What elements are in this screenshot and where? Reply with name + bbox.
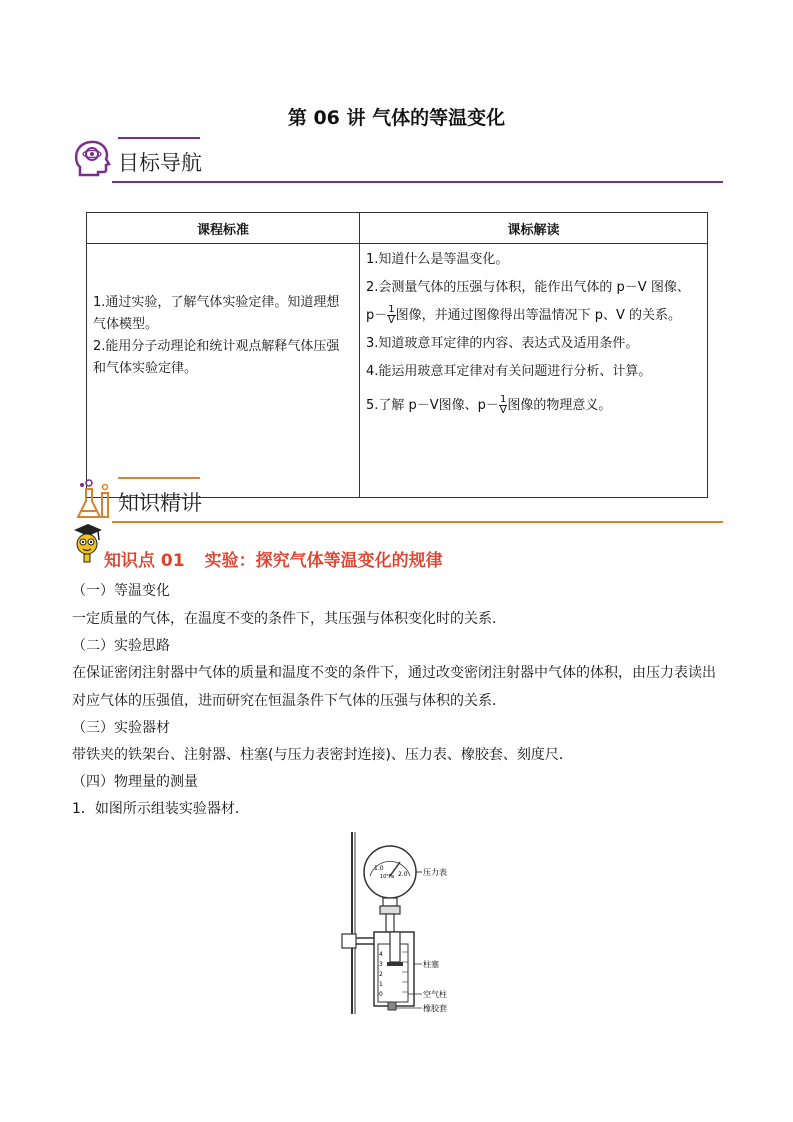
section-title-knowledge: 知识精讲	[118, 491, 202, 515]
plunger	[390, 932, 400, 962]
brain-head-icon	[72, 137, 114, 179]
label-gauge: 压力表	[423, 868, 447, 877]
knowledge-point-number: 知识点 01	[104, 551, 185, 571]
fraction-denominator: V	[499, 405, 507, 416]
formula-suffix: 图像的物理意义。	[507, 398, 612, 413]
subheading: （二）实验思路	[72, 638, 170, 654]
gauge-tick-label: 1.0	[374, 865, 384, 872]
header-divider	[112, 521, 723, 523]
paragraph: 带铁夹的铁架台、注射器、柱塞(与压力表密封连接)、压力表、橡胶套、刻度尺．	[72, 747, 573, 763]
gauge-tick-label: 2.0	[398, 871, 408, 878]
section-header-goals	[72, 137, 723, 183]
label-rubber-cap: 橡胶套	[423, 1004, 447, 1013]
subheading: （四）物理量的测量	[72, 774, 198, 790]
table-header-interpretation: 课标解读	[360, 213, 708, 244]
page-title: 第 06 讲 气体的等温变化	[287, 107, 506, 129]
rubber-cap	[388, 1002, 396, 1010]
plunger-head	[387, 962, 403, 966]
interpretation-item	[366, 392, 701, 420]
standard-item: 1.通过实验，了解气体实验定律。知道理想气体模型。	[93, 295, 340, 332]
fraction-numerator: 1	[499, 394, 507, 405]
interpretation-item: 4.能运用玻意耳定律对有关问题进行分析、计算。	[366, 364, 652, 379]
standard-item: 2.能用分子动理论和统计观点解释气体压强和气体实验定律。	[93, 339, 340, 376]
gauge-unit-label: 10⁵Pa	[380, 874, 395, 880]
interpretation-item: 2.会测量气体的压强与体积，能作出气体的 p－V 图像、	[366, 280, 690, 295]
clamp	[342, 934, 356, 948]
fraction-numerator: 1	[388, 304, 395, 315]
scale-tick: 3	[379, 961, 383, 968]
header-accent-line	[118, 137, 200, 139]
knowledge-point-heading	[104, 546, 443, 571]
interpretation-item: 1.知道什么是等温变化。	[366, 252, 509, 267]
formula-prefix: p－	[366, 308, 388, 323]
interpretation-item: 3.知道玻意耳定律的内容、表达式及适用条件。	[366, 336, 639, 351]
label-plunger: 柱塞	[423, 960, 439, 969]
interpretation-item	[366, 302, 701, 330]
table-header-standard: 课程标准	[87, 213, 360, 244]
standard-cell	[87, 244, 360, 498]
curriculum-table	[86, 212, 708, 498]
scale-tick: 4	[379, 951, 383, 958]
scale-tick: 1	[379, 981, 383, 988]
paragraph: 一定质量的气体，在温度不变的条件下，其压强与体积变化时的关系．	[72, 611, 506, 627]
label-air-column: 空气柱	[423, 990, 447, 999]
fraction-denominator: V	[388, 315, 395, 326]
knowledge-point-title: 实验：探究气体等温变化的规律	[204, 551, 443, 571]
subheading: （一）等温变化	[72, 583, 170, 599]
paragraph: 在保证密闭注射器中气体的质量和温度不变的条件下，通过改变密闭注射器中气体的体积，由压力表读出对应气体的压强值，进而研究在恒温条件下气体的压强与体积的关系．	[72, 665, 716, 709]
section-header-knowledge	[72, 477, 723, 523]
apparatus-figure	[330, 828, 460, 1018]
lab-flask-icon	[72, 477, 114, 519]
header-divider	[112, 181, 723, 183]
section-title-goals: 目标导航	[118, 151, 202, 175]
subheading: （三）实验器材	[72, 720, 170, 736]
formula-prefix: 5.了解 p－V图像、p－	[366, 398, 499, 413]
graduate-mascot-icon	[70, 522, 104, 564]
fraction-1-over-v	[387, 305, 395, 326]
interpretation-cell	[360, 244, 708, 498]
formula-suffix: 图像，并通过图像得出等温情况下 p、V 的关系。	[395, 308, 682, 323]
paragraph: 1．如图所示组装实验器材．	[72, 801, 249, 817]
scale-tick: 2	[379, 971, 383, 978]
scale-tick: 0	[379, 991, 383, 998]
header-accent-line	[118, 477, 200, 479]
